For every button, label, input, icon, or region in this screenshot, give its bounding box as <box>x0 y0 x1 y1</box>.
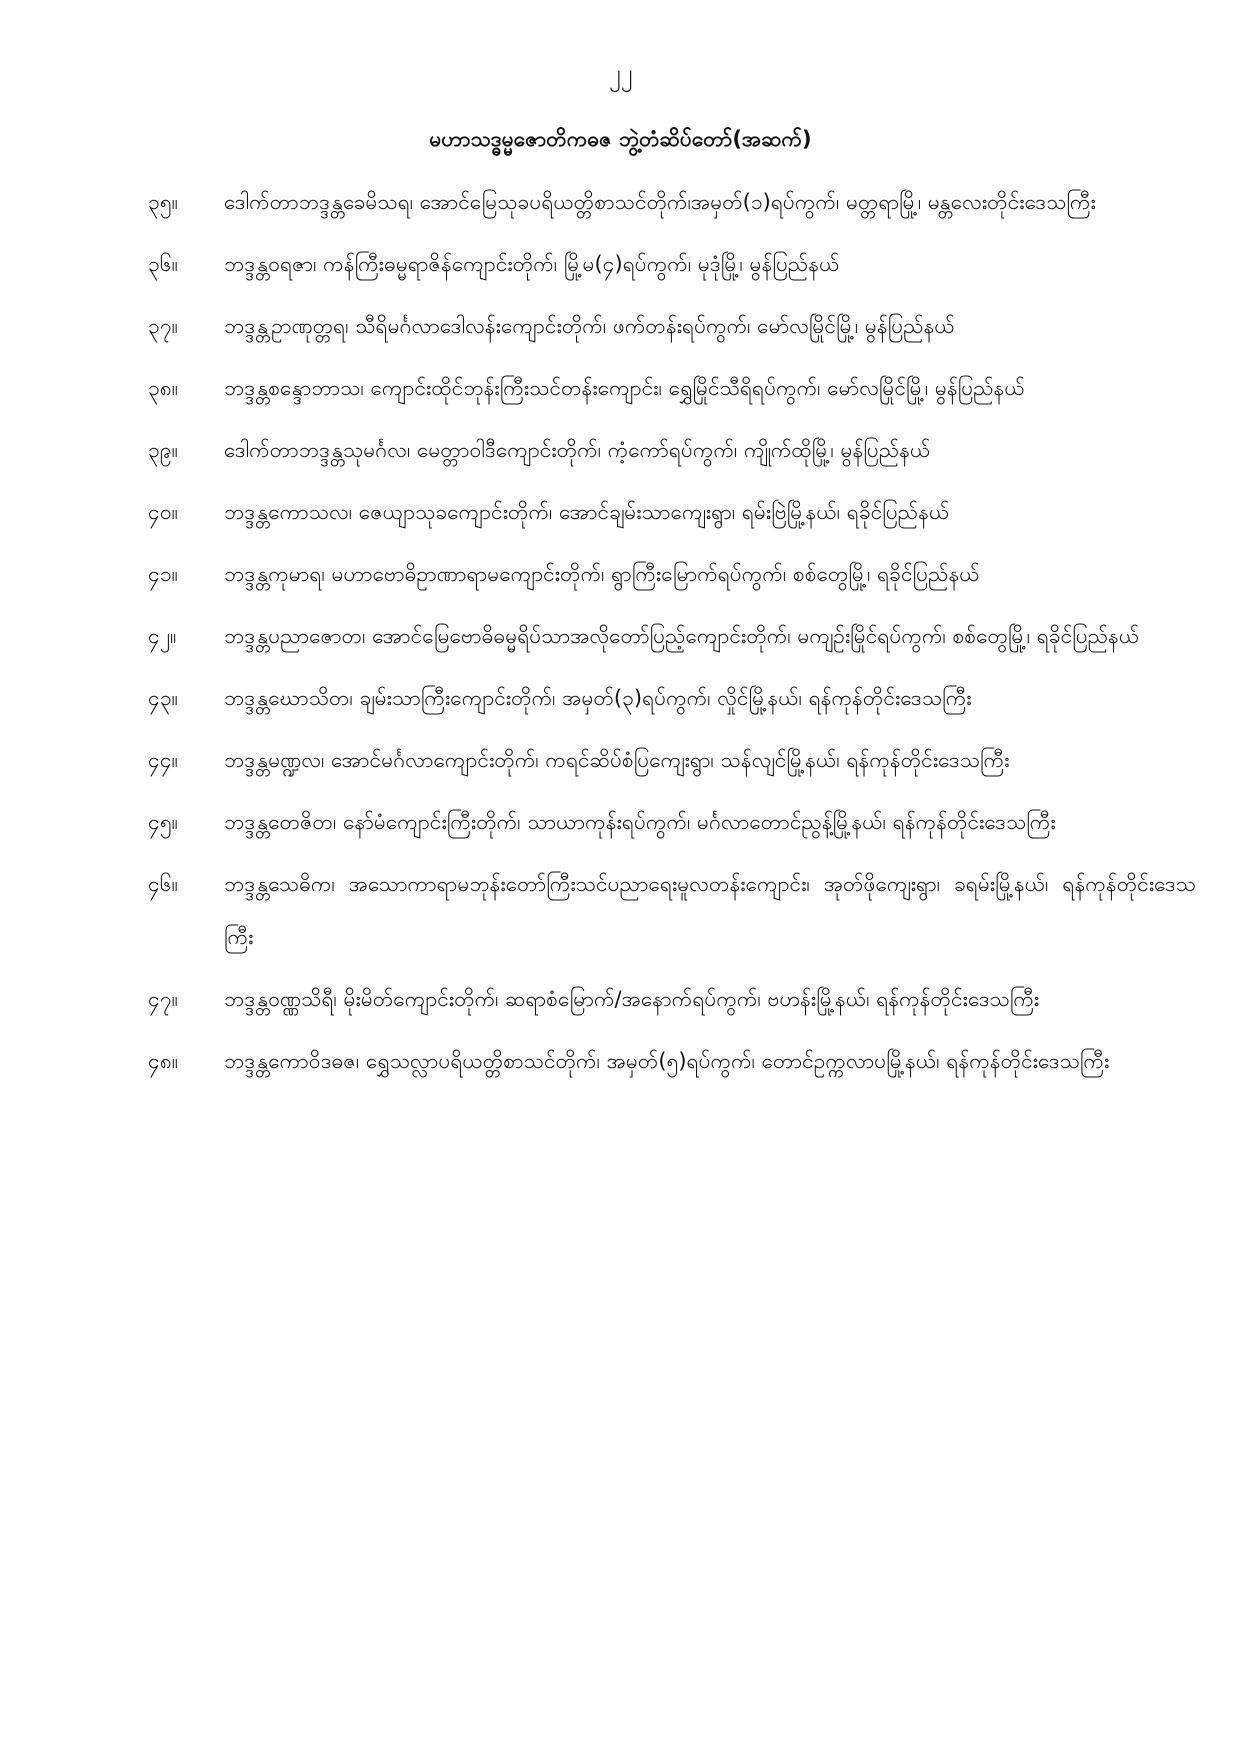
entry-text: ဒေါက်တာဘဒ္ဒန္တခေမိသရ၊ အောင်မြေသုခပရိယတ္တိစာသင်တိုက်၊အမှတ်(၁)ရပ်ကွက်၊ မတ္တရာမြို့၊ မန္တလေးတိုင်းဒေသကြီး <box>224 190 1096 214</box>
entry-text: ဘဒ္ဒန္တဃောသိတ၊ ချမ်းသာကြီးကျောင်းတိုက်၊ အမှတ်(၃)ရပ်ကွက်၊ လှိုင်မြို့နယ်၊ ရန်ကုန်တိုင်းဒေသကြီး <box>224 686 972 710</box>
page-number: ၂၂ <box>608 59 633 87</box>
entry-number: ၃၈။ <box>148 376 179 400</box>
entry-number: ၃၅။ <box>148 190 178 214</box>
page-heading: မဟာသဒ္ဓမ္မဇောတိကဓဇ ဘွဲ့တံဆိပ်တော်(အဆက်) <box>429 127 812 151</box>
entry-text: ဘဒ္ဒန္တပညာဇောတ၊ အောင်မြေဗောဓိဓမ္မရိပ်သာအလိုတော်ပြည့်ကျောင်းတိုက်၊ မကျဉ်းမြိုင်ရပ်ကွက်၊ စစ်တွေမြို့၊ ရခိုင်ပြည်နယ် <box>224 624 1140 648</box>
entry-number: ၃၉။ <box>148 438 178 462</box>
list-item <box>148 486 1196 539</box>
list-item <box>148 672 1196 725</box>
list-item <box>148 362 1196 415</box>
entry-text: ဘဒ္ဒန္တသေဓိက၊ အသောကာရာမဘုန်းတော်ကြီးသင်ပညာရေးမူလတန်းကျောင်း၊ အုတ်ဖိုကျေးရွာ၊ ခရမ်းမြို့နယ်၊ ရန်ကုန်တိုင်းဒေသကြီး <box>224 872 1196 949</box>
entry-number: ၄၃။ <box>148 686 178 710</box>
list-item <box>148 176 1196 229</box>
list-item <box>148 548 1196 601</box>
entry-text: ဒေါက်တာဘဒ္ဒန္တသုမင်္ဂလ၊ မေတ္တာဝါဒီကျောင်းတိုက်၊ ကံ့ကော်ရပ်ကွက်၊ ကျိုက်ထိုမြို့၊ မွန်ပြည်နယ် <box>224 438 931 462</box>
entry-text: ဘဒ္ဒန္တမဏ္ဍလ၊ အောင်မင်္ဂလာကျောင်းတိုက်၊ ကရင်ဆိပ်စံပြကျေးရွာ၊ သန်လျင်မြို့နယ်၊ ရန်ကုန်တိုင်းဒေသကြီး <box>224 748 1010 772</box>
entry-number: ၄၁။ <box>148 562 178 586</box>
entry-text: ဘဒ္ဒန္တဥာဏုတ္တရ၊ သီရိမင်္ဂလာဒေါလန်းကျောင်းတိုက်၊ ဖက်တန်းရပ်ကွက်၊ မော်လမြိုင်မြို့၊ မွန်ပြည်နယ် <box>224 314 955 338</box>
entry-number: ၄၇။ <box>148 987 178 1011</box>
entry-number: ၄၄။ <box>148 748 178 772</box>
entry-number: ၄၆။ <box>148 872 178 896</box>
list-item <box>148 300 1196 353</box>
entry-text: ဘဒ္ဒန္တဝဏ္ဏသိရီ၊ မိုးမိတ်ကျောင်းတိုက်၊ ဆရာစံမြောက်/အနောက်ရပ်ကွက်၊ ဗဟန်းမြို့နယ်၊ ရန်ကုန်တိုင်းဒေသကြီး <box>224 987 1040 1011</box>
entry-text: ဘဒ္ဒန္တတေဇိတ၊ နော်မံကျောင်းကြီးတိုက်၊ သာယာကုန်းရပ်ကွက်၊ မင်္ဂလာတောင်ညွန့်မြို့နယ်၊ ရန်ကုန်တိုင်းဒေသကြီး <box>224 810 1056 834</box>
list-item <box>148 424 1196 477</box>
entry-text: ဘဒ္ဒန္တဝရဇာ၊ ကန်ကြီးဓမ္မရာဇိန်ကျောင်းတိုက်၊ မြို့မ(၄)ရပ်ကွက်၊ မုဒုံမြို့၊ မွန်ပြည်နယ် <box>224 252 840 276</box>
entry-number: ၃၇။ <box>148 314 178 338</box>
entry-text: ဘဒ္ဒန္တကောသလ၊ ဇေယျာသုခကျောင်းတိုက်၊ အောင်ချမ်းသာကျေးရွာ၊ ရမ်းဗြဲမြို့နယ်၊ ရခိုင်ပြည်နယ် <box>224 500 950 524</box>
entry-text: ဘဒ္ဒန္တကုမာရ၊ မဟာဗောဓိဥာဏာရာမကျောင်းတိုက်၊ ရွာကြီးမြောက်ရပ်ကွက်၊ စစ်တွေမြို့၊ ရခိုင်ပြည်နယ် <box>224 562 980 586</box>
list-item <box>148 610 1196 663</box>
entry-number: ၄၂။ <box>148 624 177 648</box>
entry-number: ၃၆။ <box>148 252 178 276</box>
list-item <box>148 238 1196 291</box>
entry-number: ၄၀။ <box>148 500 178 524</box>
entry-number: ၄၅။ <box>148 810 178 834</box>
list-item <box>148 858 1196 964</box>
list-item <box>148 796 1196 849</box>
list-item <box>148 734 1196 787</box>
list-item <box>148 1035 1196 1088</box>
entry-text: ဘဒ္ဒန္တစန္ဒောဘာသ၊ ကျောင်းထိုင်ဘုန်းကြီးသင်တန်းကျောင်း၊ ရွှေမြိုင်သီရိရပ်ကွက်၊ မော်လမြိုင်မြို့၊ မွန်ပြည်နယ် <box>224 376 1025 400</box>
entry-text: ဘဒ္ဒန္တကောဝိဒဓဇ၊ ရွှေသလ္လာပရိယတ္တိစာသင်တိုက်၊ အမှတ်(၅)ရပ်ကွက်၊ တောင်ဥက္ကလာပမြို့နယ်၊ ရန်ကုန်တိုင်းဒေသကြီး <box>224 1049 1110 1073</box>
entry-number: ၄၈။ <box>148 1049 179 1073</box>
list-item <box>148 973 1196 1026</box>
entry-list <box>148 176 1196 1097</box>
